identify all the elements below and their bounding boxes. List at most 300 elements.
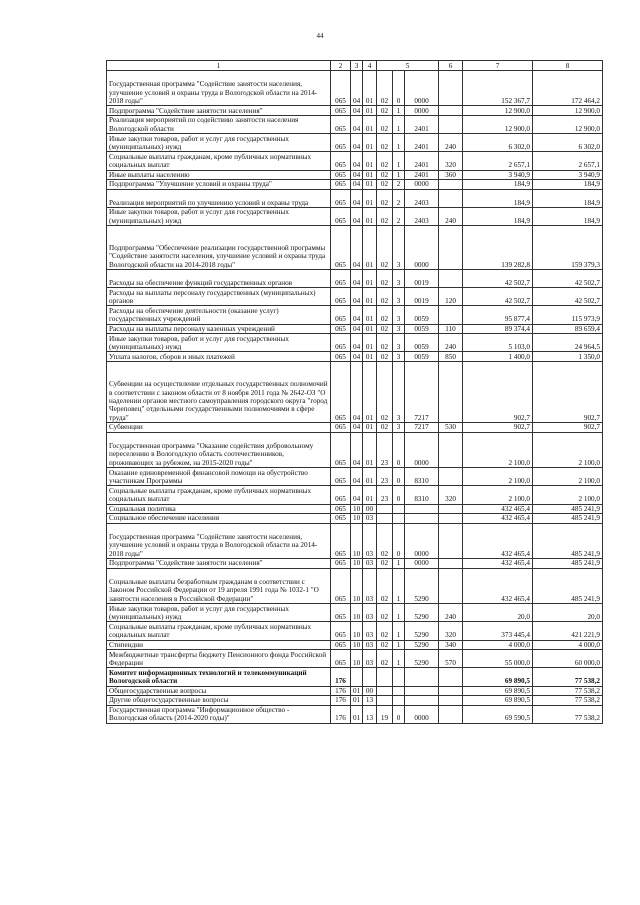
table-row xyxy=(107,362,603,423)
row-name: Реализация мероприятий по содействию занятости населения Вологодской области xyxy=(107,115,331,133)
row-amount-2017: 902,7 xyxy=(533,423,603,433)
row-section: 10 xyxy=(351,523,363,558)
row-admin-code: 065 xyxy=(331,189,351,207)
row-name: Расходы на выплаты персоналу казенных учреждений xyxy=(107,324,331,334)
row-section: 04 xyxy=(351,115,363,133)
row-program: 02 xyxy=(377,324,393,334)
row-amount-2017: 485 241,9 xyxy=(533,568,603,603)
row-program: 02 xyxy=(377,288,393,306)
row-section: 04 xyxy=(351,432,363,467)
row-subprogram: 1 xyxy=(393,106,405,116)
row-section: 10 xyxy=(351,604,363,622)
row-direction: 5290 xyxy=(405,568,439,603)
table-row xyxy=(107,170,603,180)
row-amount-2016: 184,9 xyxy=(463,180,533,190)
row-direction: 5290 xyxy=(405,640,439,650)
row-subsection: 01 xyxy=(363,352,377,362)
row-admin-code: 065 xyxy=(331,568,351,603)
row-program xyxy=(377,668,393,686)
row-program: 02 xyxy=(377,170,393,180)
row-admin-code: 176 xyxy=(331,668,351,686)
row-name: Государственная программа "Содействие занятости населения, улучшение условий и охраны труда в Вологодской области на 2014-2018 годы" xyxy=(107,523,331,558)
row-subprogram xyxy=(393,504,405,514)
row-amount-2016: 432 465,4 xyxy=(463,514,533,524)
row-name: Стипендии xyxy=(107,640,331,650)
row-program: 02 xyxy=(377,189,393,207)
row-program: 23 xyxy=(377,432,393,467)
row-subsection: 01 xyxy=(363,152,377,170)
row-program: 02 xyxy=(377,423,393,433)
header-col-4: 4 xyxy=(363,61,377,71)
row-admin-code: 065 xyxy=(331,362,351,423)
row-direction: 5290 xyxy=(405,604,439,622)
row-expense-type xyxy=(439,180,463,190)
table-row xyxy=(107,568,603,603)
row-amount-2017: 115 973,9 xyxy=(533,306,603,324)
table-row xyxy=(107,696,603,706)
row-subsection: 01 xyxy=(363,334,377,352)
row-admin-code: 065 xyxy=(331,115,351,133)
table-row xyxy=(107,504,603,514)
row-expense-type xyxy=(439,523,463,558)
row-subsection: 01 xyxy=(363,115,377,133)
table-row xyxy=(107,514,603,524)
row-amount-2017: 89 659,4 xyxy=(533,324,603,334)
row-expense-type: 240 xyxy=(439,604,463,622)
row-subprogram: 3 xyxy=(393,423,405,433)
row-admin-code: 065 xyxy=(331,324,351,334)
row-direction: 0000 xyxy=(405,226,439,270)
row-admin-code: 065 xyxy=(331,486,351,504)
row-program: 02 xyxy=(377,152,393,170)
row-subsection: 01 xyxy=(363,71,377,106)
row-subprogram: 0 xyxy=(393,523,405,558)
row-admin-code: 065 xyxy=(331,134,351,152)
row-expense-type xyxy=(439,568,463,603)
table-row xyxy=(107,352,603,362)
row-expense-type: 240 xyxy=(439,134,463,152)
row-subsection: 03 xyxy=(363,514,377,524)
row-subprogram: 1 xyxy=(393,568,405,603)
row-amount-2016: 902,7 xyxy=(463,362,533,423)
row-subsection: 03 xyxy=(363,523,377,558)
row-subsection: 01 xyxy=(363,306,377,324)
row-direction: 2401 xyxy=(405,134,439,152)
row-subprogram: 1 xyxy=(393,604,405,622)
row-subsection: 01 xyxy=(363,170,377,180)
table-row xyxy=(107,115,603,133)
row-subprogram: 3 xyxy=(393,324,405,334)
row-direction: 8310 xyxy=(405,486,439,504)
row-amount-2017: 902,7 xyxy=(533,362,603,423)
row-name: Расходы на обеспечение деятельности (оказание услуг) государственных учреждений xyxy=(107,306,331,324)
table-row xyxy=(107,468,603,486)
row-subsection: 00 xyxy=(363,504,377,514)
row-program: 02 xyxy=(377,115,393,133)
row-admin-code: 065 xyxy=(331,604,351,622)
row-amount-2016: 184,9 xyxy=(463,207,533,225)
row-subprogram: 0 xyxy=(393,71,405,106)
row-program: 02 xyxy=(377,226,393,270)
row-amount-2016: 4 000,0 xyxy=(463,640,533,650)
row-expense-type xyxy=(439,686,463,696)
row-amount-2017: 20,0 xyxy=(533,604,603,622)
row-amount-2016: 42 502,7 xyxy=(463,270,533,288)
table-row xyxy=(107,423,603,433)
row-name: Государственная программа "Оказание содействия добровольному переселению в Вологодскую область соотечественников, проживающих за рубежом, на 2015-2020 годы" xyxy=(107,432,331,467)
row-program: 02 xyxy=(377,362,393,423)
row-amount-2017: 3 940,9 xyxy=(533,170,603,180)
row-amount-2017: 12 900,0 xyxy=(533,106,603,116)
row-direction xyxy=(405,686,439,696)
row-amount-2017: 2 100,0 xyxy=(533,432,603,467)
row-name: Подпрограмма "Содействие занятости населения" xyxy=(107,559,331,569)
row-expense-type: 530 xyxy=(439,423,463,433)
row-program: 02 xyxy=(377,334,393,352)
row-subprogram xyxy=(393,696,405,706)
row-amount-2016: 42 502,7 xyxy=(463,288,533,306)
table-row xyxy=(107,71,603,106)
row-direction: 0000 xyxy=(405,559,439,569)
row-program: 02 xyxy=(377,622,393,640)
row-expense-type xyxy=(439,226,463,270)
row-direction: 0059 xyxy=(405,324,439,334)
row-name: Социальные выплаты гражданам, кроме публичных нормативных социальных выплат xyxy=(107,152,331,170)
row-expense-type: 850 xyxy=(439,352,463,362)
row-name: Субвенции xyxy=(107,423,331,433)
row-subsection: 03 xyxy=(363,650,377,668)
table-row xyxy=(107,189,603,207)
row-name: Социальные выплаты безработным гражданам в соответствии с Законом Российской Федерации от 19 апреля 1991 года № 1032-1 "О занятости населения в Российской Федерации" xyxy=(107,568,331,603)
row-section: 10 xyxy=(351,650,363,668)
row-program: 02 xyxy=(377,604,393,622)
row-program: 02 xyxy=(377,106,393,116)
row-admin-code: 065 xyxy=(331,559,351,569)
row-direction: 0059 xyxy=(405,352,439,362)
table-row xyxy=(107,523,603,558)
row-amount-2016: 2 100,0 xyxy=(463,486,533,504)
row-amount-2017: 184,9 xyxy=(533,207,603,225)
row-name: Социальное обеспечение населения xyxy=(107,514,331,524)
row-section: 10 xyxy=(351,640,363,650)
row-section xyxy=(351,668,363,686)
row-admin-code: 065 xyxy=(331,622,351,640)
row-program xyxy=(377,696,393,706)
table-row xyxy=(107,432,603,467)
row-admin-code: 176 xyxy=(331,686,351,696)
row-program: 02 xyxy=(377,207,393,225)
row-section: 10 xyxy=(351,504,363,514)
row-section: 04 xyxy=(351,71,363,106)
row-amount-2016: 902,7 xyxy=(463,423,533,433)
row-expense-type xyxy=(439,668,463,686)
row-amount-2016: 69 890,5 xyxy=(463,686,533,696)
table-row xyxy=(107,640,603,650)
row-amount-2017: 485 241,9 xyxy=(533,514,603,524)
row-direction: 0000 xyxy=(405,180,439,190)
table-row xyxy=(107,650,603,668)
row-section: 04 xyxy=(351,334,363,352)
table-row xyxy=(107,705,603,723)
row-admin-code: 065 xyxy=(331,226,351,270)
table-row xyxy=(107,686,603,696)
row-expense-type: 240 xyxy=(439,207,463,225)
row-program: 02 xyxy=(377,180,393,190)
row-admin-code: 065 xyxy=(331,504,351,514)
row-subprogram xyxy=(393,514,405,524)
row-admin-code: 065 xyxy=(331,432,351,467)
row-amount-2017: 77 538,2 xyxy=(533,705,603,723)
row-program: 02 xyxy=(377,640,393,650)
row-section: 04 xyxy=(351,306,363,324)
row-subsection: 01 xyxy=(363,189,377,207)
row-subprogram: 1 xyxy=(393,170,405,180)
row-program: 02 xyxy=(377,568,393,603)
row-name: Уплата налогов, сборов и иных платежей xyxy=(107,352,331,362)
row-amount-2017: 184,9 xyxy=(533,189,603,207)
row-name: Иные выплаты населению xyxy=(107,170,331,180)
row-section: 01 xyxy=(351,705,363,723)
row-section: 10 xyxy=(351,514,363,524)
row-admin-code: 065 xyxy=(331,306,351,324)
row-amount-2016: 184,9 xyxy=(463,189,533,207)
row-section: 04 xyxy=(351,134,363,152)
row-section: 04 xyxy=(351,288,363,306)
row-direction: 0000 xyxy=(405,705,439,723)
row-expense-type xyxy=(439,189,463,207)
row-section: 10 xyxy=(351,568,363,603)
row-expense-type xyxy=(439,432,463,467)
row-admin-code: 065 xyxy=(331,106,351,116)
row-name: Подпрограмма "Обеспечение реализации государственной программы "Содействие занятости населения, улучшение условий и охраны труда Вологодской области на 2014-2018 годы" xyxy=(107,226,331,270)
table-row xyxy=(107,134,603,152)
row-name: Расходы на выплаты персоналу государственных (муниципальных) органов xyxy=(107,288,331,306)
row-subprogram: 1 xyxy=(393,559,405,569)
row-subprogram: 3 xyxy=(393,226,405,270)
row-name: Оказание единовременной финансовой помощи на обустройство участникам Программы xyxy=(107,468,331,486)
row-admin-code: 176 xyxy=(331,696,351,706)
row-name: Социальные выплаты гражданам, кроме публичных нормативных социальных выплат xyxy=(107,486,331,504)
row-name: Комитет информационных технологий и телекоммуникаций Вологодской области xyxy=(107,668,331,686)
row-section: 04 xyxy=(351,324,363,334)
row-program: 02 xyxy=(377,306,393,324)
row-subsection: 03 xyxy=(363,622,377,640)
row-amount-2016: 373 445,4 xyxy=(463,622,533,640)
row-expense-type xyxy=(439,504,463,514)
header-col-6: 6 xyxy=(439,61,463,71)
row-subprogram: 2 xyxy=(393,180,405,190)
row-amount-2016: 432 465,4 xyxy=(463,523,533,558)
row-admin-code: 065 xyxy=(331,270,351,288)
row-subsection: 03 xyxy=(363,559,377,569)
row-section: 04 xyxy=(351,180,363,190)
row-amount-2016: 432 465,4 xyxy=(463,559,533,569)
row-name: Государственная программа "Содействие занятости населения, улучшение условий и охраны труда в Вологодской области на 2014-2018 годы" xyxy=(107,71,331,106)
row-amount-2016: 139 282,8 xyxy=(463,226,533,270)
header-col-3: 3 xyxy=(351,61,363,71)
row-amount-2016: 12 900,0 xyxy=(463,106,533,116)
row-admin-code: 176 xyxy=(331,705,351,723)
row-subprogram: 3 xyxy=(393,362,405,423)
row-amount-2017: 4 000,0 xyxy=(533,640,603,650)
row-subprogram: 1 xyxy=(393,622,405,640)
row-name: Государственная программа "Информационное общество - Вологодская область (2014-2020 годы)" xyxy=(107,705,331,723)
row-section: 01 xyxy=(351,686,363,696)
row-direction: 7217 xyxy=(405,362,439,423)
row-subsection: 01 xyxy=(363,180,377,190)
row-admin-code: 065 xyxy=(331,180,351,190)
table-row xyxy=(107,486,603,504)
row-expense-type xyxy=(439,115,463,133)
row-section: 04 xyxy=(351,423,363,433)
row-section: 04 xyxy=(351,106,363,116)
row-section: 04 xyxy=(351,362,363,423)
table-row xyxy=(107,288,603,306)
header-col-5: 5 xyxy=(377,61,439,71)
row-subsection xyxy=(363,668,377,686)
row-subprogram: 1 xyxy=(393,650,405,668)
row-subsection: 01 xyxy=(363,134,377,152)
row-section: 04 xyxy=(351,468,363,486)
row-subsection: 13 xyxy=(363,696,377,706)
row-subsection: 01 xyxy=(363,362,377,423)
table-row xyxy=(107,180,603,190)
row-subprogram: 0 xyxy=(393,486,405,504)
row-amount-2017: 2 100,0 xyxy=(533,486,603,504)
row-name: Иные закупки товаров, работ и услуг для государственных (муниципальных) нужд xyxy=(107,604,331,622)
row-name: Реализация мероприятий по улучшению условий и охраны труда xyxy=(107,189,331,207)
table-row xyxy=(107,622,603,640)
row-direction: 0059 xyxy=(405,306,439,324)
row-subprogram: 3 xyxy=(393,334,405,352)
table-row xyxy=(107,306,603,324)
row-subsection: 01 xyxy=(363,288,377,306)
row-expense-type: 570 xyxy=(439,650,463,668)
row-amount-2017: 77 538,2 xyxy=(533,668,603,686)
row-expense-type xyxy=(439,362,463,423)
row-amount-2017: 77 538,2 xyxy=(533,686,603,696)
row-name: Подпрограмма "Улучшение условий и охраны труда" xyxy=(107,180,331,190)
page-number: 44 xyxy=(316,32,324,40)
row-expense-type xyxy=(439,71,463,106)
row-section: 04 xyxy=(351,486,363,504)
row-expense-type xyxy=(439,306,463,324)
row-expense-type: 110 xyxy=(439,324,463,334)
table-row xyxy=(107,324,603,334)
row-subprogram xyxy=(393,686,405,696)
row-program: 02 xyxy=(377,71,393,106)
row-subprogram: 2 xyxy=(393,207,405,225)
row-subprogram: 2 xyxy=(393,189,405,207)
row-expense-type xyxy=(439,514,463,524)
row-expense-type: 320 xyxy=(439,486,463,504)
table-row xyxy=(107,334,603,352)
row-expense-type xyxy=(439,106,463,116)
row-admin-code: 065 xyxy=(331,352,351,362)
row-direction: 7217 xyxy=(405,423,439,433)
row-program: 02 xyxy=(377,559,393,569)
row-name: Межбюджетные трансферты бюджету Пенсионного фонда Российской Федерации xyxy=(107,650,331,668)
row-expense-type xyxy=(439,559,463,569)
table-row xyxy=(107,106,603,116)
row-admin-code: 065 xyxy=(331,152,351,170)
row-direction: 0000 xyxy=(405,71,439,106)
row-subprogram: 0 xyxy=(393,468,405,486)
row-subprogram: 1 xyxy=(393,134,405,152)
row-program xyxy=(377,686,393,696)
row-subprogram: 0 xyxy=(393,432,405,467)
row-amount-2016: 432 465,4 xyxy=(463,504,533,514)
row-amount-2016: 20,0 xyxy=(463,604,533,622)
row-direction xyxy=(405,696,439,706)
row-subprogram: 3 xyxy=(393,352,405,362)
table-row xyxy=(107,207,603,225)
row-direction: 2403 xyxy=(405,207,439,225)
row-amount-2017: 77 538,2 xyxy=(533,696,603,706)
row-name: Расходы на обеспечение функций государственных органов xyxy=(107,270,331,288)
row-direction: 8310 xyxy=(405,468,439,486)
row-amount-2016: 69 890,5 xyxy=(463,696,533,706)
table-row xyxy=(107,668,603,686)
row-amount-2017: 60 000,0 xyxy=(533,650,603,668)
row-direction: 2401 xyxy=(405,115,439,133)
row-direction xyxy=(405,504,439,514)
row-program: 23 xyxy=(377,486,393,504)
row-amount-2016: 95 877,4 xyxy=(463,306,533,324)
row-subprogram xyxy=(393,668,405,686)
row-name: Иные закупки товаров, работ и услуг для государственных (муниципальных) нужд xyxy=(107,134,331,152)
row-program: 02 xyxy=(377,650,393,668)
row-amount-2016: 3 940,9 xyxy=(463,170,533,180)
row-expense-type: 240 xyxy=(439,334,463,352)
row-amount-2016: 2 657,1 xyxy=(463,152,533,170)
row-admin-code: 065 xyxy=(331,334,351,352)
row-subprogram: 3 xyxy=(393,270,405,288)
row-direction: 0000 xyxy=(405,523,439,558)
table-row xyxy=(107,604,603,622)
row-direction: 0000 xyxy=(405,106,439,116)
row-program xyxy=(377,504,393,514)
row-section: 04 xyxy=(351,270,363,288)
row-direction: 2401 xyxy=(405,152,439,170)
row-direction: 0000 xyxy=(405,432,439,467)
row-direction xyxy=(405,514,439,524)
header-col-1: 1 xyxy=(107,61,331,71)
row-expense-type xyxy=(439,468,463,486)
row-subsection: 01 xyxy=(363,324,377,334)
row-amount-2017: 2 657,1 xyxy=(533,152,603,170)
row-section: 01 xyxy=(351,696,363,706)
row-subprogram: 1 xyxy=(393,640,405,650)
row-program xyxy=(377,514,393,524)
row-section: 10 xyxy=(351,559,363,569)
row-direction: 5290 xyxy=(405,622,439,640)
row-direction: 0019 xyxy=(405,270,439,288)
row-name: Общегосударственные вопросы xyxy=(107,686,331,696)
row-amount-2017: 42 502,7 xyxy=(533,270,603,288)
row-subsection: 01 xyxy=(363,423,377,433)
row-section: 04 xyxy=(351,226,363,270)
row-section: 04 xyxy=(351,189,363,207)
row-admin-code: 065 xyxy=(331,468,351,486)
row-direction xyxy=(405,668,439,686)
row-name: Иные закупки товаров, работ и услуг для государственных (муниципальных) нужд xyxy=(107,207,331,225)
row-subsection: 01 xyxy=(363,486,377,504)
row-amount-2017: 12 900,0 xyxy=(533,115,603,133)
row-amount-2017: 24 964,5 xyxy=(533,334,603,352)
row-admin-code: 065 xyxy=(331,514,351,524)
row-direction: 5290 xyxy=(405,650,439,668)
